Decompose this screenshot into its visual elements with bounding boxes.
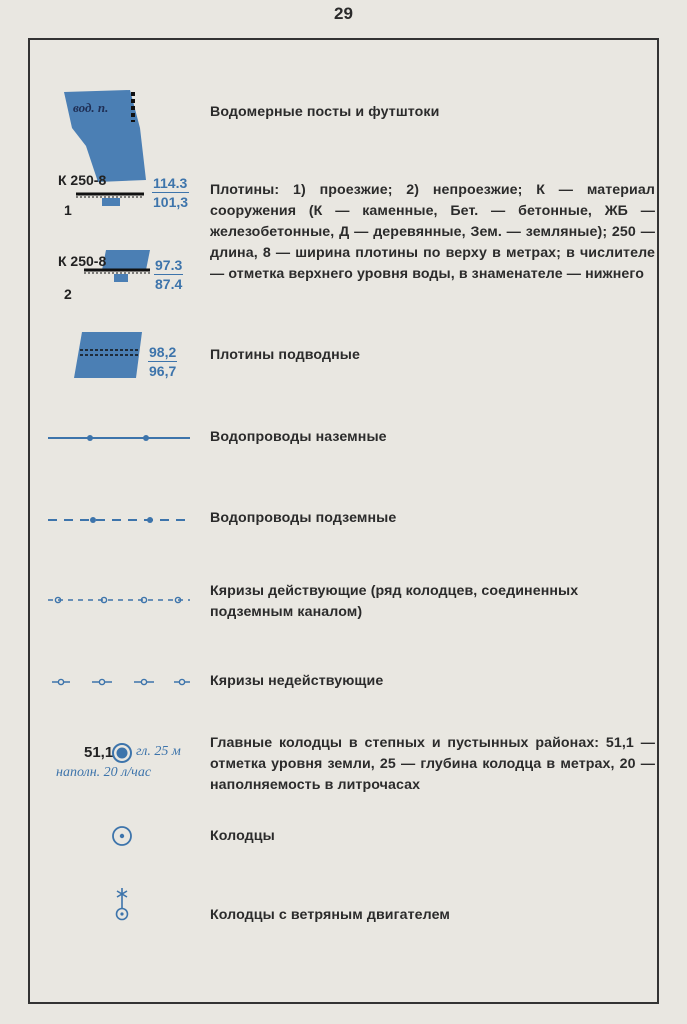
main-well-depth: гл. 25 м [136, 744, 181, 759]
dam-1-bottom: 101,3 [153, 194, 189, 210]
kariz-active-description: Кяризы действующие (ряд колодцев, соединенных подземным каналом) [210, 583, 579, 620]
dam-1-code: К 250-8 [58, 172, 107, 188]
kariz-active-line [48, 592, 193, 608]
aqueduct-underground-line [48, 512, 193, 528]
gauge-label: вод. п. [73, 100, 109, 115]
wells-description: Колодцы [210, 828, 275, 844]
underwater-dams-description: Плотины подводные [210, 347, 360, 363]
main-well-elevation: 51,1 [84, 744, 114, 761]
dam-1-levels [152, 174, 189, 211]
underwater-dam-icon [70, 330, 150, 382]
well-icon [110, 824, 134, 848]
dam-2-levels [154, 256, 183, 293]
dam-2-index: 2 [64, 286, 72, 302]
dam-1-index: 1 [64, 202, 72, 218]
underwater-dam-bottom: 96,7 [149, 363, 177, 379]
wind-well-icon [110, 886, 134, 926]
underwater-dam-top: 98,2 [149, 344, 177, 360]
aqueduct-underground-description: Водопроводы подземные [210, 510, 397, 526]
main-wells-description: Главные колодцы в степных и пустынных районах: 51,1 — отметка уровня земли, 25 — глубина колодца в метрах, 20 — наполняемость в литрочасах [210, 735, 655, 793]
dam-2-top: 97.3 [155, 257, 183, 273]
dam-1-top: 114.3 [153, 175, 188, 191]
wind-wells-description: Колодцы с ветряным двигателем [210, 907, 450, 923]
gauges-description: Водомерные посты и футштоки [210, 104, 440, 120]
kariz-inactive-description: Кяризы недействующие [210, 673, 384, 689]
main-well-icon [111, 742, 133, 764]
underwater-dam-levels [148, 343, 177, 380]
dam-2-code: К 250-8 [58, 253, 107, 269]
kariz-inactive-line [48, 674, 193, 690]
page-number: 29 [334, 4, 353, 23]
aqueduct-surface-line [48, 430, 193, 446]
aqueduct-surface-description: Водопроводы наземные [210, 429, 387, 445]
main-well-fill-rate: наполн. 20 л/час [56, 765, 152, 780]
dam-2-bottom: 87.4 [155, 276, 183, 292]
dams-description: Плотины: 1) проезжие; 2) непроезжие; К — материал сооружения (К — каменные, Бет. — бетонные, ЖБ — железобетонные, Д — деревянные, Зем. — земляные); 250 — длина, 8 — ширина плотины по верху в метрах; в числителе — отметка верхнего уровня воды, в знаменателе — нижнего [210, 182, 655, 282]
